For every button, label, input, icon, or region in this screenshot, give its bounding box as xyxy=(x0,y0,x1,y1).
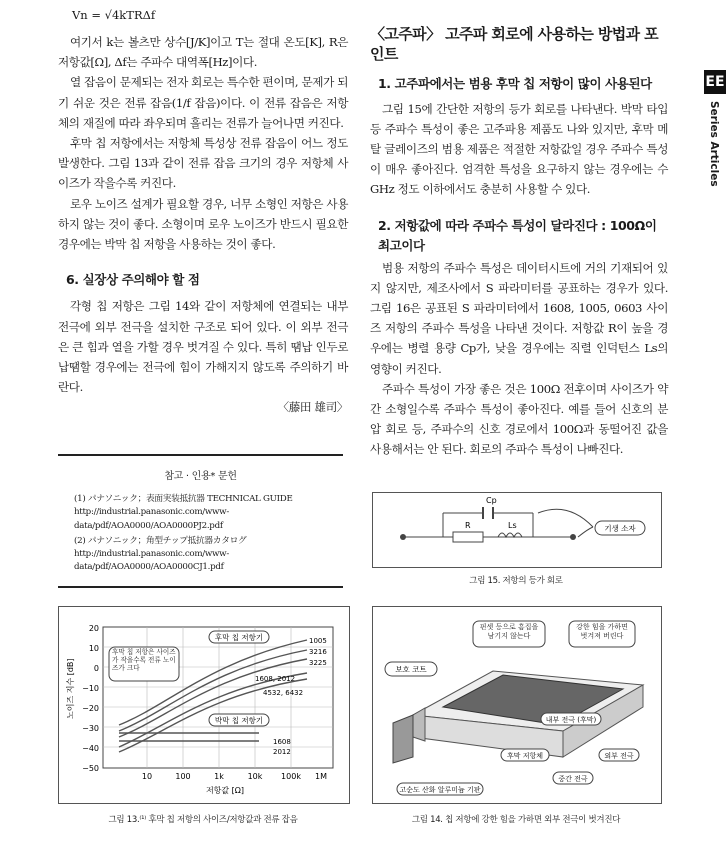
svg-text:−40: −40 xyxy=(82,744,99,753)
paragraph: 열 잡음이 문제되는 전자 회로는 특수한 편이며, 문제가 되기 쉬운 것은 전류 잡음(1/f 잡음)이다. 이 전류 잡음은 저항체의 재질에 따라 좌우되며 흘리는 전류가 늘어나면 커진다. xyxy=(58,75,348,130)
ls-label: Ls xyxy=(508,521,517,530)
middle-electrode-label: 중간 전극 xyxy=(558,775,588,783)
section-heading: 1. 고주파에서는 범용 후막 칩 저항이 많이 사용된다 xyxy=(378,76,652,92)
svg-text:100: 100 xyxy=(175,772,191,781)
svg-text:−30: −30 xyxy=(82,724,99,733)
series-label: 1005 xyxy=(309,637,327,645)
x-axis-ticks xyxy=(142,772,327,781)
series-label: 3225 xyxy=(309,659,327,667)
figure-13 xyxy=(58,606,350,804)
figure-15 xyxy=(372,492,662,568)
left-column xyxy=(58,32,348,418)
reference-item: (1) パナソニック；表面実装抵抗器 TECHNICAL GUIDE http://industrial.panasonic.com/www-data/pdf/AOA0000/AOA0000PJ2.pdf xyxy=(74,494,293,531)
series-label: 3216 xyxy=(309,648,327,656)
chip-structure-diagram xyxy=(373,607,661,803)
series-label: 4532, 6432 xyxy=(263,689,304,697)
paragraph: 로우 노이즈 설계가 필요할 경우, 너무 소형인 저항은 사용하지 않는 것이 좋다. 소형이며 로우 노이즈가 반드시 필요한 경우에는 박막 칩 저항을 사용하는 것이 좋다. xyxy=(58,196,348,252)
svg-text:10k: 10k xyxy=(247,772,263,781)
r-label: R xyxy=(465,521,471,530)
equivalent-circuit-diagram xyxy=(373,493,661,567)
paragraph: 여기서 k는 볼츠만 상수[J/K]이고 T는 절대 온도[K], R은 저항값[Ω], Δf는 주파수 대역폭[Hz]이다. xyxy=(58,35,348,70)
paragraph: 각형 칩 저항은 그림 14와 같이 저항체에 연결되는 내부 전극에 외부 전극을 설치한 구조로 되어 있다. 이 외부 전극은 큰 힘과 열을 가할 경우 벗겨질 수 있다. 특히 땜납 인두로 납땜할 경우에는 전극에 힘이 가해지지 않도록 주의하기 바란다. xyxy=(58,299,348,395)
paragraph: 주파수 특성이 가장 좋은 것은 100Ω 전후이며 사이즈가 약간 소형일수록 주파수 특성이 좋아진다. 예를 들어 신호의 분압 회로 등, 주파수의 신호 경로에서 100Ω과 동떨어진 값을 사용해서는 안 된다. 회로의 주파수 특성이 나빠진다. xyxy=(370,381,668,457)
svg-text:10: 10 xyxy=(141,772,153,781)
svg-text:−10: −10 xyxy=(82,684,99,693)
outer-electrode-label: 외부 전극 xyxy=(604,752,634,760)
figure-14-caption: 그림 14. 칩 저항에 강한 힘을 가하면 외부 전극이 벗겨진다 xyxy=(411,815,621,825)
series-label: 2012 xyxy=(273,748,291,756)
noise-formula: Vn = √4kTRΔf xyxy=(72,8,156,22)
coat-label: 보호 코트 xyxy=(395,665,427,674)
svg-text:1k: 1k xyxy=(214,772,224,781)
figure-13-caption: 그림 13.⁽¹⁾ 후막 칩 저항의 사이즈/저항값과 전류 잡음 xyxy=(108,815,298,825)
series-label: 1608 xyxy=(273,738,291,746)
svg-text:−50: −50 xyxy=(82,764,99,773)
substrate-label: 고순도 산화 알루미늄 기판 xyxy=(399,786,481,794)
y-axis-ticks xyxy=(82,624,99,773)
section-heading: 6. 실장상 주의해야 할 점 xyxy=(66,272,200,288)
svg-text:1M: 1M xyxy=(315,772,327,781)
paragraph: 그림 15에 간단한 저항의 등가 회로를 나타낸다. 박막 타입 등 주파수 특성이 좋은 고주파용 제품도 나와 있지만, 후막 메탈 글레이즈의 범용 제품은 적절한 저항값일 경우 주파수 특성이 매우 좋아진다. 엄격한 특성을 요구하지 않는 경우에는 수 GHz 정도 이하에서도 충분히 사용할 수 있다. xyxy=(370,101,668,197)
noise-chart xyxy=(59,607,349,803)
thin-film-label: 박막 칩 저항기 xyxy=(214,716,264,725)
section-title: 〈고주파〉 고주파 회로에 사용하는 방법과 포인트 xyxy=(370,25,659,64)
film-label: 후막 저항체 xyxy=(506,752,544,760)
svg-text:10: 10 xyxy=(88,644,99,653)
series-tab xyxy=(704,70,726,210)
series-label: Series Articles xyxy=(708,101,720,187)
parasitic-label: 기생 소자 xyxy=(604,524,636,533)
svg-text:100k: 100k xyxy=(281,772,301,781)
right-column xyxy=(370,24,668,460)
section-heading: 2. 저항값에 따라 주파수 특성이 달라진다 : 100Ω이 최고이다 xyxy=(378,217,657,253)
y-axis-label: 노이즈 지수 [dB] xyxy=(66,658,75,719)
paragraph: 범용 저항의 주파수 특성은 데이터시트에 거의 기재되어 있지 않지만, 제조사에서 S 파라미터를 공표하는 경우가 있다. 그림 16은 공표된 S 파라미터에서 1608, 1005, 0603 사이즈 저항의 주파수 특성을 나타낸 것이다. 저항값 R이 높을 경우에는 병렬 용량 Cp가, 낮을 경우에는 직렬 인덕턴스 Ls의 영향이 커진다. xyxy=(370,260,668,376)
ee-logo: EE xyxy=(704,70,726,94)
author: 〈藤田 雄司〉 xyxy=(277,400,348,415)
x-axis-label: 저항값 [Ω] xyxy=(205,786,245,795)
svg-text:−20: −20 xyxy=(82,704,99,713)
thick-film-label: 후막 칩 저항기 xyxy=(214,633,264,642)
svg-text:0: 0 xyxy=(93,664,99,673)
figure-14 xyxy=(372,606,662,804)
svg-text:20: 20 xyxy=(88,624,99,633)
series-label: 1608, 2012 xyxy=(255,675,296,683)
size-note: 후막 칩 저항은 사이즈가 작을수록 전류 노이즈가 크다 xyxy=(112,648,176,673)
inner-electrode-label: 내부 전극 (후막) xyxy=(545,716,597,724)
force-note: 강한 힘을 가하면 벗겨져 버린다 xyxy=(576,623,628,640)
tweezers-note: 핀셋 등으로 흠집을 남기지 않는다 xyxy=(479,623,539,640)
figure-15-caption: 그림 15. 저항의 등가 회로 xyxy=(469,576,563,586)
reference-item: (2) パナソニック；角型チップ抵抗器カタログ http://industrial.panasonic.com/www-data/pdf/AOA0000/AOA0000CJ1.pdf xyxy=(74,535,247,573)
paragraph: 후막 칩 저항에서는 저항체 특성상 전류 잡음이 어느 정도 발생한다. 그림 13과 같이 전류 잡음 크기의 경우 저항체 사이즈가 작을수록 커진다. xyxy=(58,136,348,191)
references-box xyxy=(58,454,343,588)
references-title: 참고 · 인용* 문헌 xyxy=(164,471,237,482)
cp-label: Cp xyxy=(486,496,497,505)
